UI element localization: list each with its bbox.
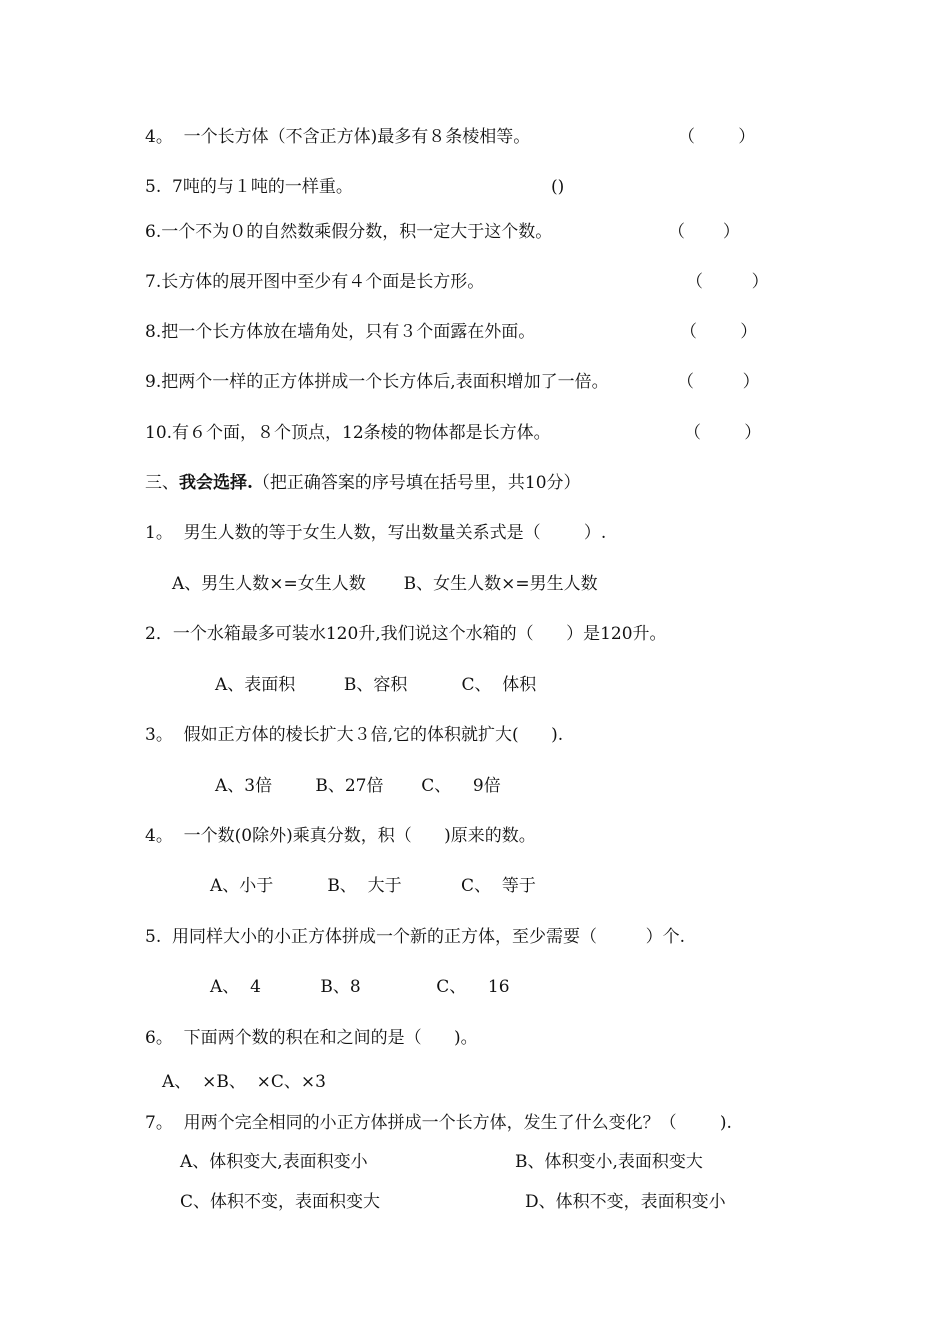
judgement-item-5: 5. 7吨的与１吨的一样重。 (145, 177, 353, 197)
question-2: 2．一个水箱最多可装水120升,我们说这个水箱的（ ）是120升。 (145, 624, 667, 644)
judgement-item-7: 7.长方体的展开图中至少有４个面是长方形。 (145, 272, 485, 292)
question-1: 1。 男生人数的等于女生人数，写出数量关系式是（ ）. (145, 523, 607, 543)
answer-paren-6[interactable]: （ ） (668, 222, 740, 242)
question-7-option-a: A、体积变大,表面积变小 (180, 1152, 368, 1172)
section-title: 我会选择. (179, 473, 253, 493)
answer-paren-8[interactable]: （ ） (680, 322, 758, 342)
judgement-item-9: 9.把两个一样的正方体拼成一个长方体后,表面积增加了一倍。 (145, 372, 609, 392)
answer-paren-5[interactable]: () (551, 177, 565, 197)
judgement-item-10: 10.有６个面，８个顶点，12条棱的物体都是长方体。 (145, 423, 551, 443)
question-2-options: A、表面积 B、容积 C、 体积 (215, 675, 537, 695)
judgement-item-8: 8.把一个长方体放在墙角处，只有３个面露在外面。 (145, 322, 536, 342)
question-3-options: A、3倍 B、27倍 C、 9倍 (215, 776, 501, 796)
section-note: （把正确答案的序号填在括号里，共10分） (252, 473, 581, 493)
answer-paren-9[interactable]: （ ） (677, 372, 760, 392)
question-6-options: A、 ×B、 ×C、×3 (162, 1072, 326, 1092)
answer-paren-10[interactable]: （ ） (684, 423, 762, 443)
question-7-option-d: D、体积不变，表面积变小 (525, 1192, 726, 1212)
question-6: 6。 下面两个数的积在和之间的是（ )。 (145, 1028, 478, 1048)
question-4-options: A、小于 B、 大于 C、 等于 (210, 876, 536, 896)
question-7: 7。 用两个完全相同的小正方体拼成一个长方体，发生了什么变化？（ ). (145, 1113, 732, 1133)
section-number: 三、 (145, 473, 179, 493)
question-3: 3。 假如正方体的棱长扩大３倍,它的体积就扩大( ). (145, 725, 564, 745)
question-4: 4。 一个数(0除外)乘真分数，积（ )原来的数。 (145, 826, 536, 846)
judgement-item-6: 6.一个不为０的自然数乘假分数，积一定大于这个数。 (145, 222, 553, 242)
answer-paren-7[interactable]: （ ） (686, 272, 769, 292)
section-heading (145, 472, 581, 494)
question-7-option-c: C、体积不变，表面积变大 (180, 1192, 381, 1212)
question-7-option-b: B、体积变小,表面积变大 (515, 1152, 703, 1172)
question-5: 5. 用同样大小的小正方体拼成一个新的正方体，至少需要（ ）个. (145, 927, 686, 947)
judgement-item-4: 4。 一个长方体（不含正方体)最多有８条棱相等。 (145, 127, 531, 147)
question-1-options: A、男生人数×=女生人数 B、女生人数×=男生人数 (172, 574, 598, 594)
answer-paren-4[interactable]: （ ） (678, 127, 756, 147)
question-5-options: A、 4 B、8 C、 16 (210, 977, 510, 997)
